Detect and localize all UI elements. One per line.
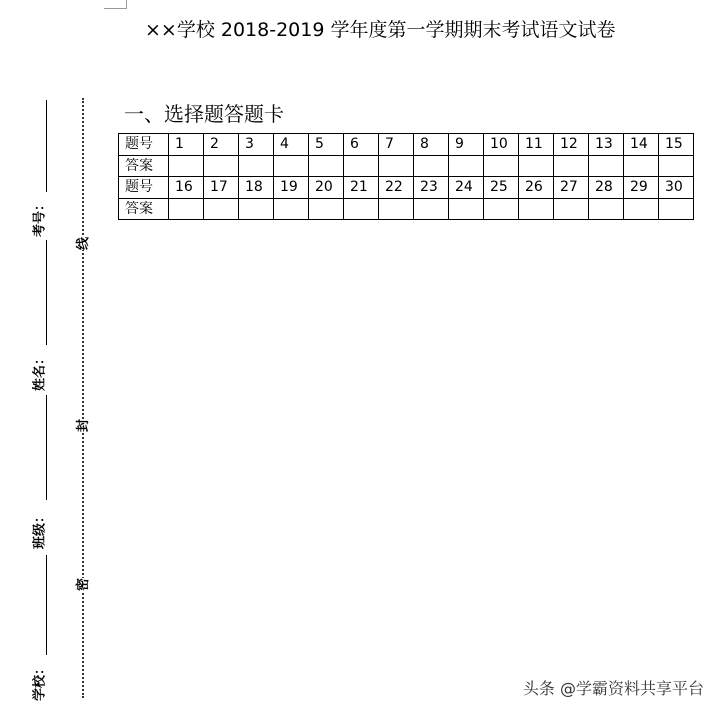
name-label: 姓名： <box>32 352 48 392</box>
watermark: 头条 @学霸资料共享平台 <box>522 679 704 698</box>
question-number: 17 <box>204 177 239 199</box>
question-number: 12 <box>554 134 589 156</box>
answer-cell <box>484 198 519 220</box>
question-number: 9 <box>449 134 484 156</box>
question-number: 20 <box>309 177 344 199</box>
question-number: 2 <box>204 134 239 156</box>
school-label: 学校： <box>32 662 48 702</box>
answer-cell <box>344 198 379 220</box>
question-number: 25 <box>484 177 519 199</box>
seal-mark-seal: 封 <box>72 419 91 432</box>
seal-dotted-line <box>82 98 84 698</box>
answer-cell <box>204 155 239 177</box>
question-number: 10 <box>484 134 519 156</box>
field-line <box>46 100 47 192</box>
answer-cell <box>274 155 309 177</box>
question-number: 22 <box>379 177 414 199</box>
question-number: 28 <box>589 177 624 199</box>
answer-cell <box>589 155 624 177</box>
question-number: 6 <box>344 134 379 156</box>
field-line <box>46 555 47 655</box>
answer-label: 答案 <box>119 155 169 177</box>
answer-cell <box>519 198 554 220</box>
answer-cell <box>554 198 589 220</box>
answer-cell <box>309 198 344 220</box>
answer-cell <box>484 155 519 177</box>
question-label: 题号 <box>119 134 169 156</box>
answer-cell <box>379 198 414 220</box>
field-line <box>46 395 47 500</box>
page-corner-mark <box>104 0 127 9</box>
table-row <box>119 155 694 177</box>
question-number: 11 <box>519 134 554 156</box>
answer-cell <box>414 155 449 177</box>
question-number: 14 <box>624 134 659 156</box>
answer-cell <box>204 198 239 220</box>
answer-cell <box>274 198 309 220</box>
question-number: 4 <box>274 134 309 156</box>
answer-label: 答案 <box>119 198 169 220</box>
class-label: 班级： <box>32 510 48 550</box>
question-number: 23 <box>414 177 449 199</box>
answer-cell <box>659 155 694 177</box>
question-number: 27 <box>554 177 589 199</box>
question-number: 5 <box>309 134 344 156</box>
seal-mark-secret: 密 <box>72 578 91 591</box>
question-number: 15 <box>659 134 694 156</box>
question-number: 24 <box>449 177 484 199</box>
table-row <box>119 177 694 199</box>
seal-mark-line: 线 <box>72 237 91 250</box>
answer-cell <box>239 155 274 177</box>
exam-number-label: 考号： <box>32 198 48 238</box>
answer-cell <box>449 198 484 220</box>
answer-cell <box>239 198 274 220</box>
question-number: 16 <box>169 177 204 199</box>
question-number: 29 <box>624 177 659 199</box>
answer-card-table <box>118 133 694 220</box>
question-number: 1 <box>169 134 204 156</box>
question-number: 7 <box>379 134 414 156</box>
answer-cell <box>554 155 589 177</box>
answer-cell <box>624 198 659 220</box>
table-row <box>119 198 694 220</box>
answer-cell <box>519 155 554 177</box>
answer-cell <box>309 155 344 177</box>
question-number: 8 <box>414 134 449 156</box>
question-number: 18 <box>239 177 274 199</box>
question-number: 21 <box>344 177 379 199</box>
question-number: 30 <box>659 177 694 199</box>
answer-cell <box>379 155 414 177</box>
answer-cell <box>589 198 624 220</box>
question-number: 13 <box>589 134 624 156</box>
question-number: 26 <box>519 177 554 199</box>
section-heading: 一、选择题答题卡 <box>124 102 284 126</box>
exam-title: ××学校 2018-2019 学年度第一学期期末考试语文试卷 <box>145 19 616 41</box>
table-row <box>119 134 694 156</box>
question-number: 3 <box>239 134 274 156</box>
question-label: 题号 <box>119 177 169 199</box>
answer-cell <box>624 155 659 177</box>
answer-cell <box>169 198 204 220</box>
answer-cell <box>659 198 694 220</box>
answer-cell <box>344 155 379 177</box>
field-line <box>46 240 47 345</box>
answer-cell <box>169 155 204 177</box>
question-number: 19 <box>274 177 309 199</box>
answer-cell <box>414 198 449 220</box>
answer-cell <box>449 155 484 177</box>
